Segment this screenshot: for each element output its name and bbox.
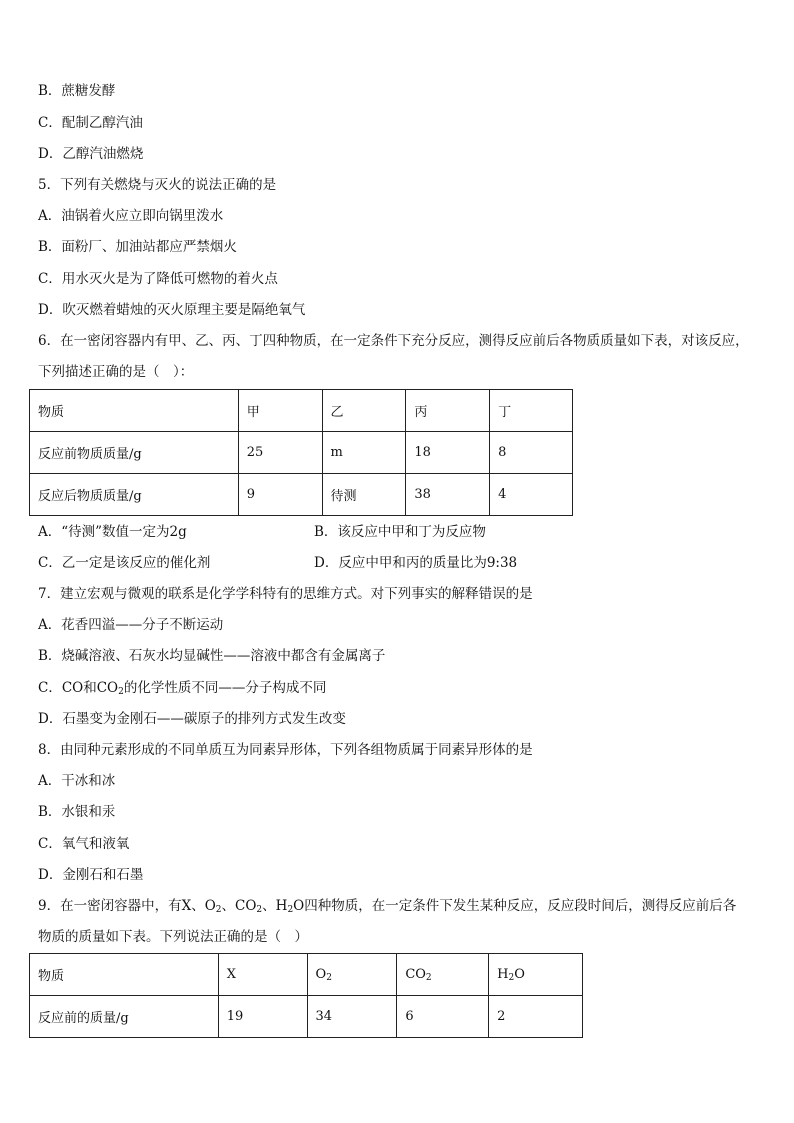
text-run: CO (405, 967, 426, 982)
table-cell: 反应后物质质量/g (30, 474, 239, 516)
q5-stem: 5．下列有关燃烧与灭火的说法正确的是 (38, 177, 277, 193)
table-cell: 待测 (322, 474, 406, 516)
subscript: 2 (326, 973, 332, 983)
table-cell: 甲 (238, 390, 322, 432)
text-run: O (315, 967, 327, 982)
q6-stem-line1: 6．在一密闭容器内有甲、乙、丙、丁四种物质，在一定条件下充分反应，测得反应前后各物质质量如下表，对该反应， (38, 333, 749, 349)
table-cell: 8 (490, 432, 573, 474)
table-cell (397, 954, 489, 996)
q4-option-c: C．配制乙醇汽油 (38, 115, 143, 131)
table-cell: 丙 (406, 390, 490, 432)
text-run: 9．在一密闭容器中，有X、O (38, 898, 216, 914)
text-run: 、CO (221, 898, 257, 914)
text-run: O (514, 967, 525, 982)
table-row (30, 474, 573, 516)
q8-option-a: A．干冰和冰 (38, 773, 116, 789)
table-cell: 6 (397, 996, 489, 1038)
q5-option-b: B．面粉厂、加油站都应严禁烟火 (38, 239, 237, 255)
text-run: O四种物质，在一定条件下发生某种反应，反应段时间后，测得反应前后各 (293, 898, 737, 914)
subscript: 2 (287, 905, 294, 915)
table-cell: m (322, 432, 406, 474)
table-cell: X (218, 954, 307, 996)
table-row (30, 390, 573, 432)
q7-option-c (38, 679, 326, 697)
subscript: 2 (508, 973, 515, 983)
q9-table (29, 953, 583, 1038)
q9-stem-line1 (38, 897, 736, 915)
subscript: 2 (256, 905, 263, 915)
q7-option-a: A．花香四溢——分子不断运动 (38, 617, 224, 633)
text-run: H (497, 967, 509, 982)
q6-option-b: B．该反应中甲和丁为反应物 (314, 524, 486, 540)
q7-option-d: D．石墨变为金刚石——碳原子的排列方式发生改变 (38, 711, 346, 727)
q8-stem: 8．由同种元素形成的不同单质互为同素异形体，下列各组物质属于同素异形体的是 (38, 742, 533, 758)
subscript: 2 (425, 973, 432, 983)
table-cell (307, 954, 397, 996)
q7-option-b: B．烧碱溶液、石灰水均显碱性——溶液中都含有金属离子 (38, 648, 386, 664)
q6-table (29, 389, 573, 516)
table-cell: 19 (218, 996, 307, 1038)
table-cell: 乙 (322, 390, 406, 432)
table-cell: 25 (238, 432, 322, 474)
table-cell: 34 (307, 996, 397, 1038)
q9-stem-line2: 物质的质量如下表。下列说法正确的是（ ） (38, 929, 308, 945)
subscript: 2 (215, 905, 222, 915)
q4-option-b: B．蔗糖发酵 (38, 83, 116, 99)
table-cell: 9 (238, 474, 322, 516)
table-cell: 物质 (30, 390, 239, 432)
table-cell: 丁 (490, 390, 573, 432)
table-cell: 4 (490, 474, 573, 516)
table-cell: 反应前物质质量/g (30, 432, 239, 474)
table-row (30, 954, 583, 996)
q5-option-a: A．油锅着火应立即向锅里泼水 (38, 208, 224, 224)
q7-option-c-prefix: C．CO和CO (38, 680, 119, 696)
q6-option-d: D．反应中甲和丙的质量比为9:38 (314, 555, 518, 571)
q4-option-d: D．乙醇汽油燃烧 (38, 146, 144, 162)
table-cell: 物质 (30, 954, 219, 996)
q6-option-c: C．乙一定是该反应的催化剂 (38, 555, 211, 571)
q8-option-d: D．金刚石和石墨 (38, 867, 144, 883)
text-run: 、H (262, 898, 288, 914)
subscript: 2 (118, 687, 124, 697)
q7-stem: 7．建立宏观与微观的联系是化学学科特有的思维方式。对下列事实的解释错误的是 (38, 586, 533, 602)
q6-stem-line2: 下列描述正确的是（ ）： (38, 364, 194, 380)
table-cell: 反应前的质量/g (30, 996, 219, 1038)
q8-option-b: B．水银和汞 (38, 804, 116, 820)
table-cell (489, 954, 583, 996)
q5-option-c: C．用水灭火是为了降低可燃物的着火点 (38, 271, 278, 287)
q8-option-c: C．氧气和液氧 (38, 836, 130, 852)
table-cell: 2 (489, 996, 583, 1038)
table-row (30, 432, 573, 474)
table-cell: 18 (406, 432, 490, 474)
table-row (30, 996, 583, 1038)
q6-option-a: A．“待测”数值一定为2g (38, 524, 187, 540)
table-cell: 38 (406, 474, 490, 516)
q5-option-d: D．吹灭燃着蜡烛的灭火原理主要是隔绝氧气 (38, 302, 306, 318)
q7-option-c-suffix: 的化学性质不同——分子构成不同 (123, 680, 327, 696)
